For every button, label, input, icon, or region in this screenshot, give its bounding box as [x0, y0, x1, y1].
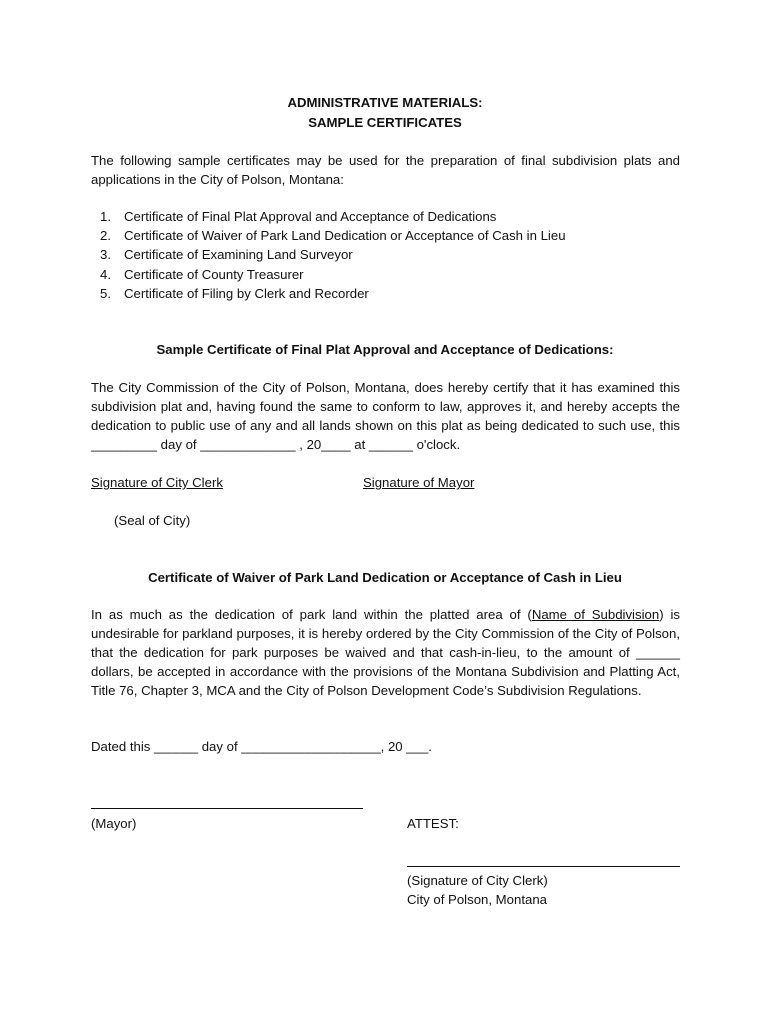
dated-line: Dated this ______ day of ___________________, 20 ___.: [91, 739, 432, 754]
subdivision-name-placeholder: Name of Subdivision: [531, 607, 660, 622]
seal-of-city: (Seal of City): [114, 513, 191, 528]
city-name: City of Polson, Montana: [407, 892, 548, 907]
list-item: 5. Certificate of Filing by Clerk and Recorder: [100, 285, 369, 301]
list-item: 1. Certificate of Final Plat Approval and Acceptance of Dedications: [100, 209, 497, 224]
list-item: 2. Certificate of Waiver of Park Land Dedication or Acceptance of Cash in Lieu: [100, 228, 566, 244]
section2-title: Certificate of Waiver of Park Land Dedication or Acceptance of Cash in Lieu: [148, 570, 622, 585]
heading-line-2: SAMPLE CERTIFICATES: [308, 115, 462, 130]
section1-title: Sample Certificate of Final Plat Approval and Acceptance of Dedications:: [156, 342, 614, 357]
mayor-signature-line: [91, 808, 363, 809]
heading-line-1: ADMINISTRATIVE MATERIALS:: [287, 95, 483, 110]
intro-paragraph: The following sample certificates may be used for the preparation of final subdivision plats and applications in the City of Polson, Montana:: [91, 153, 680, 187]
signature-mayor-label: Signature of Mayor: [363, 475, 475, 490]
signature-city-clerk-label: Signature of City Clerk: [91, 475, 223, 490]
clerk-signature-label: (Signature of City Clerk): [407, 873, 548, 888]
certificate-list: [100, 207, 566, 303]
section1-body: The City Commission of the City of Polson, Montana, does hereby certify that it has examined this subdivision plat and, having found the same to conform to law, approves it, and hereby accepts the dedication to public use of any and all lands shown on this plat as being dedicated to such use, this _________ day of _____________ , 20____ at ______ o'clock.: [91, 380, 680, 452]
clerk-signature-line: [407, 866, 680, 867]
attest-label: ATTEST:: [407, 816, 459, 831]
section2-body: In as much as the dedication of park land within the platted area of (Name of Subdivision) is undesirable for parkland purposes, it is hereby ordered by the City Commission of the City of Polson, that the dedication for park purposes be waived and that cash-in-lieu, to the amount of ______ dollars, be accepted in accordance with the provisions of the Montana Subdivision and Platting Act, Title 76, Chapter 3, MCA and the City of Polson Development Code’s Subdivision Regulations.: [91, 607, 680, 698]
mayor-label: (Mayor): [91, 816, 137, 831]
list-item: 3. Certificate of Examining Land Surveyor: [100, 247, 353, 263]
list-item: 4. Certificate of County Treasurer: [100, 266, 304, 282]
